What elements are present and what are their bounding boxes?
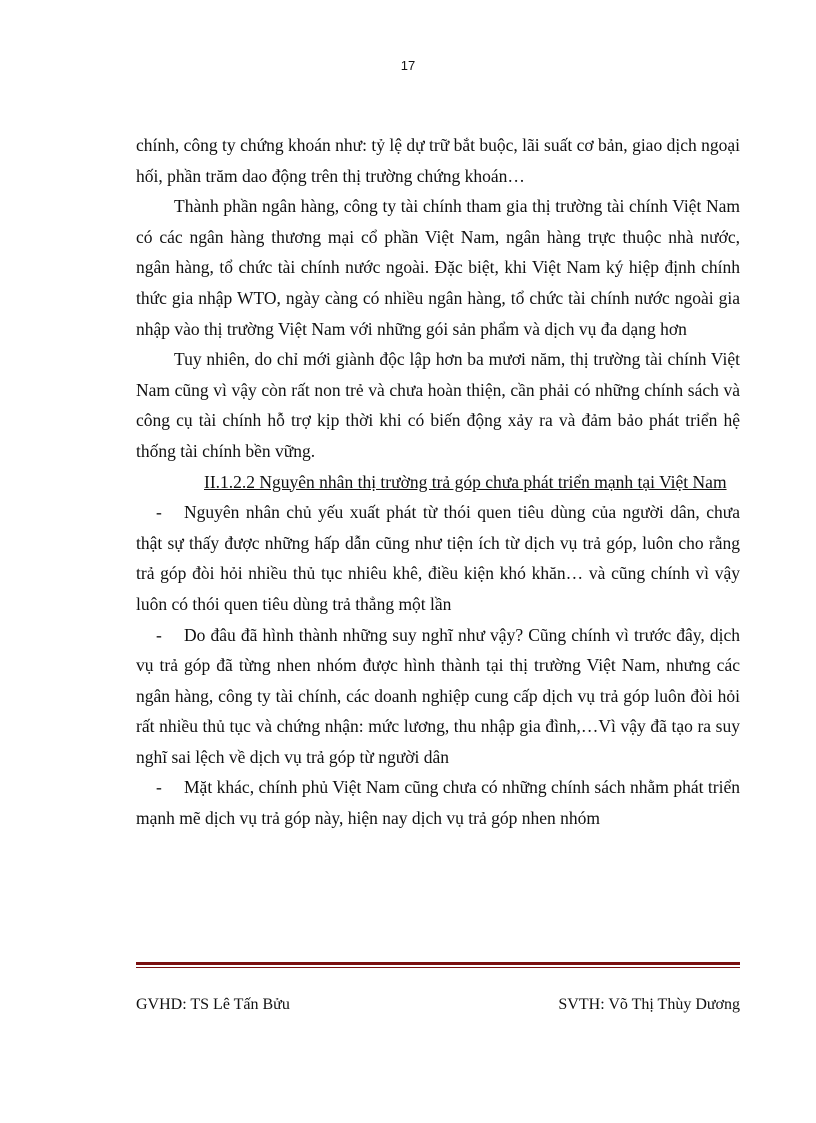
- paragraph-banks: Thành phần ngân hàng, công ty tài chính tham gia thị trường tài chính Việt Nam có các ngân hàng thương mại cổ phần Việt Nam, ngân hàng trực thuộc nhà nước, ngân hàng, tổ chức tài chính nước ngoài. Đặc biệt, khi Việt Nam ký hiệp định chính thức gia nhập WTO, ngày càng có nhiều ngân hàng, tổ chức tài chính nước ngoài gia nhập vào thị trường Việt Nam với những gói sản phẩm và dịch vụ đa dạng hơn: [136, 196, 740, 339]
- bullet-item-3: [136, 772, 740, 833]
- footer-advisor: GVHD: TS Lê Tấn Bửu: [136, 996, 290, 1013]
- bullet-text: Nguyên nhân chủ yếu xuất phát từ thói quen tiêu dùng của người dân, chưa thật sự thấy được những hấp dẫn cũng như tiện ích từ dịch vụ trả góp, luôn cho rằng trả góp đòi hỏi nhiều thủ tục nhiêu khê, điều kiện khó khăn… và cũng chính vì vậy luôn có thói quen tiêu dùng trả thẳng một lần: [136, 502, 740, 614]
- bullet-text: Do đâu đã hình thành những suy nghĩ như vậy? Cũng chính vì trước đây, dịch vụ trả góp đã từng nhen nhóm được hình thành tại thị trường Việt Nam, nhưng các ngân hàng, công ty tài chính, các doanh nghiệp cung cấp dịch vụ trả góp luôn đòi hỏi rất nhiều thủ tục và chứng nhận: mức lương, thu nhập gia đình,…Vì vậy đã tạo ra suy nghĩ sai lệch về dịch vụ trả góp từ người dân: [136, 624, 740, 767]
- bullet-marker: -: [156, 502, 162, 523]
- bullet-text: Mặt khác, chính phủ Việt Nam cũng chưa có những chính sách nhằm phát triển mạnh mẽ dịch vụ trả góp này, hiện nay dịch vụ trả góp nhen nhóm: [136, 777, 740, 829]
- paragraph-continuation: chính, công ty chứng khoán như: tỷ lệ dự trữ bắt buộc, lãi suất cơ bản, giao dịch ngoại hối, phần trăm dao động trên thị trường chứng khoán…: [136, 135, 740, 186]
- bullet-item-1: [136, 497, 740, 619]
- page-footer: [136, 996, 740, 1014]
- bullet-marker: -: [156, 624, 162, 645]
- footer-student: SVTH: Võ Thị Thùy Dương: [558, 996, 740, 1013]
- bullet-marker: -: [156, 777, 162, 798]
- footer-divider-thick: [136, 962, 740, 965]
- document-body: [136, 130, 740, 834]
- paragraph-however: Tuy nhiên, do chỉ mới giành độc lập hơn ba mươi năm, thị trường tài chính Việt Nam cũng vì vậy còn rất non trẻ và chưa hoàn thiện, cần phải có những chính sách và công cụ tài chính hỗ trợ kịp thời khi có biến động xảy ra và đảm bảo phát triển hệ thống tài chính bền vững.: [136, 349, 740, 461]
- page-number: 17: [400, 58, 416, 73]
- footer-divider-thin: [136, 967, 740, 968]
- section-heading: II.1.2.2 Nguyên nhân thị trường trả góp chưa phát triển mạnh tại Việt Nam: [204, 471, 727, 492]
- bullet-item-2: [136, 620, 740, 773]
